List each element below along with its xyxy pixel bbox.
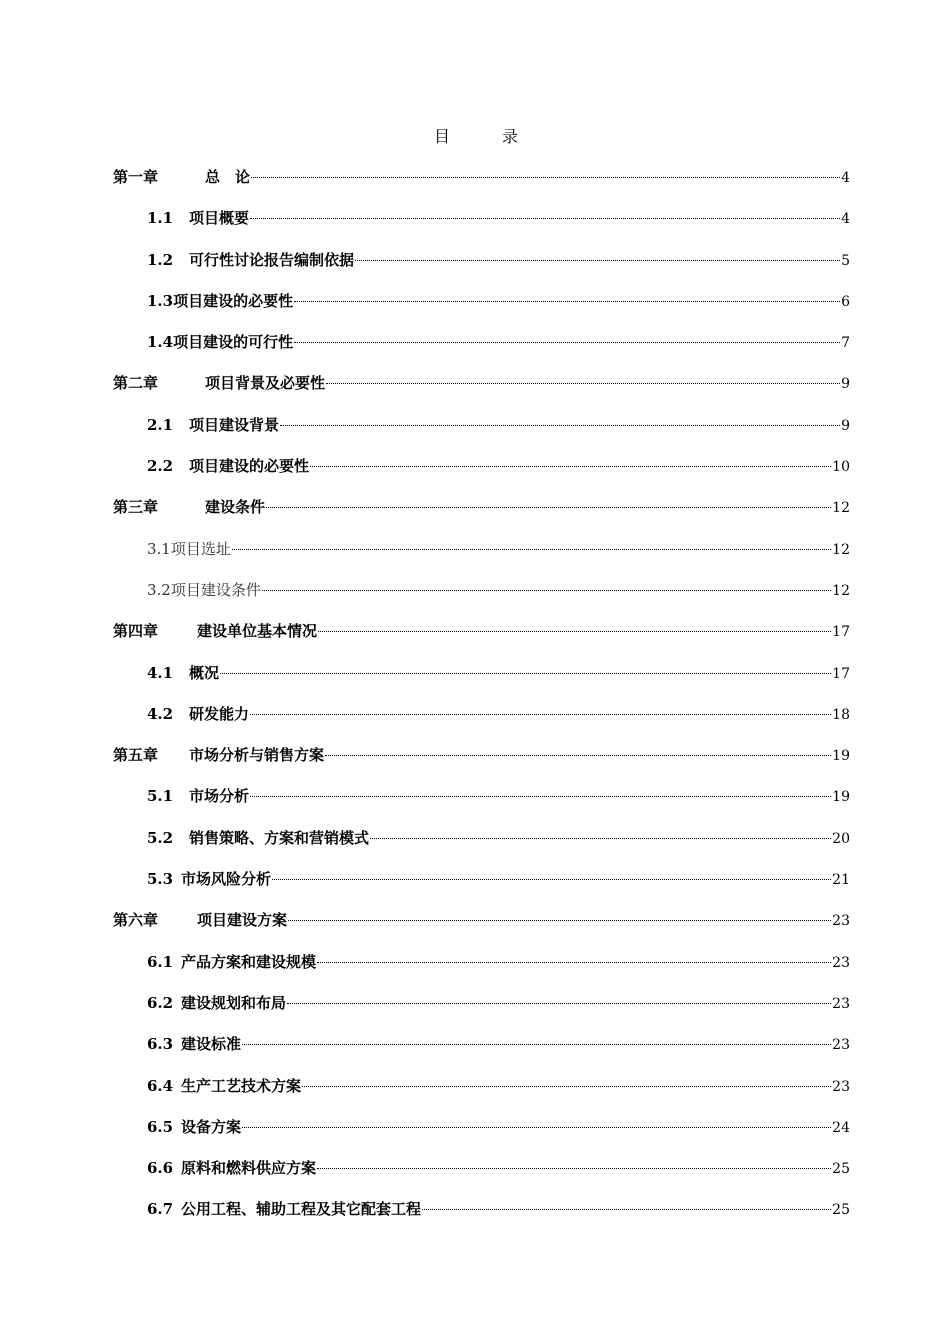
toc-leader-dots: [302, 1086, 831, 1087]
toc-leader-dots: [294, 301, 840, 302]
toc-leader-dots: [355, 260, 840, 261]
toc-entry-number: 6.3: [147, 1035, 174, 1054]
toc-page-number: 7: [841, 335, 850, 352]
toc-entry-section[interactable]: [113, 412, 850, 453]
toc-entry-number: 2.2: [147, 457, 174, 476]
toc-page-number: 23: [832, 954, 850, 971]
toc-entry-number: 第四章: [113, 622, 159, 641]
toc-leader-dots: [325, 755, 831, 756]
toc-entry-title: 建设标准: [181, 1035, 242, 1054]
toc-leader-dots: [232, 549, 831, 550]
toc-entry-title: 项目选址: [170, 539, 231, 558]
toc-leader-dots: [280, 425, 840, 426]
toc-entry-section[interactable]: [113, 1114, 850, 1155]
toc-entry-title: 市场风险分析: [181, 870, 272, 889]
toc-entry-number: 5.1: [147, 787, 174, 806]
toc-entry-number: 2.1: [147, 415, 174, 434]
toc-entry-title: 市场分析: [189, 787, 250, 806]
toc-entry-section[interactable]: [113, 1196, 850, 1237]
toc-page-number: 23: [832, 1078, 850, 1095]
table-of-contents: [113, 164, 850, 1238]
toc-page-number: 20: [832, 830, 850, 847]
toc-entry-title: 项目建设的必要性: [189, 457, 310, 476]
toc-entry-title: 项目概要: [189, 209, 250, 228]
toc-page-number: 23: [832, 913, 850, 930]
toc-entry-section[interactable]: [113, 660, 850, 701]
toc-leader-dots: [250, 714, 831, 715]
toc-leader-dots: [250, 796, 831, 797]
toc-page-number: 12: [832, 541, 850, 558]
toc-page-number: 21: [832, 872, 850, 889]
toc-entry-chapter-6[interactable]: [113, 907, 850, 948]
toc-leader-dots: [288, 920, 831, 921]
toc-leader-dots: [326, 383, 840, 384]
toc-page-number: 10: [832, 459, 850, 476]
toc-entry-number: 1.1: [147, 209, 174, 228]
toc-entry-number: 第三章: [113, 498, 159, 517]
toc-entry-title: 项目建设方案: [197, 911, 288, 930]
toc-entry-number: 5.3: [147, 870, 174, 889]
toc-entry-chapter-4[interactable]: [113, 618, 850, 659]
toc-entry-section[interactable]: [113, 288, 850, 329]
toc-entry-number: 3.2: [147, 580, 171, 599]
toc-entry-title: 项目建设的可行性: [173, 333, 294, 352]
toc-entry-section[interactable]: [113, 329, 850, 370]
toc-page-number: 19: [832, 789, 850, 806]
toc-leader-dots: [272, 879, 831, 880]
toc-entry-number: 1.3: [147, 291, 174, 310]
toc-entry-chapter-3[interactable]: [113, 494, 850, 535]
toc-entry-title: 研发能力: [189, 704, 250, 723]
toc-entry-section[interactable]: [113, 536, 850, 577]
toc-entry-section[interactable]: [113, 1155, 850, 1196]
toc-page-number: 9: [841, 417, 850, 434]
toc-entry-section[interactable]: [113, 247, 850, 288]
toc-entry-number: 第二章: [113, 374, 159, 393]
toc-entry-section[interactable]: [113, 701, 850, 742]
toc-entry-title: 可行性讨论报告编制依据: [189, 250, 355, 269]
toc-leader-dots: [294, 342, 840, 343]
toc-entry-number: 4.2: [147, 704, 174, 723]
toc-entry-number: 6.2: [147, 993, 174, 1012]
toc-entry-title: 建设规划和布局: [181, 993, 287, 1012]
toc-leader-dots: [317, 1168, 831, 1169]
toc-leader-dots: [242, 1127, 831, 1128]
toc-entry-number: 第五章: [113, 746, 159, 765]
toc-entry-number: 6.1: [147, 952, 174, 971]
toc-entry-title: 项目建设的必要性: [173, 291, 294, 310]
toc-leader-dots: [422, 1209, 831, 1210]
toc-title: 目 录: [433, 127, 536, 146]
toc-entry-chapter-2[interactable]: [113, 370, 850, 411]
toc-page-number: 17: [832, 665, 850, 682]
toc-entry-section[interactable]: [113, 205, 850, 246]
toc-page-number: 5: [841, 252, 850, 269]
toc-leader-dots: [317, 962, 831, 963]
toc-leader-dots: [251, 177, 840, 178]
toc-page-number: 25: [832, 1161, 850, 1178]
toc-entry-number: 1.2: [147, 250, 174, 269]
toc-entry-number: 第一章: [113, 168, 159, 186]
toc-entry-number: 5.2: [147, 828, 174, 847]
toc-leader-dots: [318, 631, 831, 632]
toc-leader-dots: [266, 507, 831, 508]
toc-entry-title: 建设条件: [205, 498, 266, 517]
toc-entry-section[interactable]: [113, 990, 850, 1031]
toc-page-number: 6: [841, 293, 850, 310]
toc-leader-dots: [310, 466, 831, 467]
toc-entry-title: 项目背景及必要性: [205, 374, 326, 393]
toc-entry-number: 4.1: [147, 663, 174, 682]
toc-page-number: 4: [841, 211, 850, 228]
toc-entry-number: 6.4: [147, 1076, 174, 1095]
toc-page-number: 12: [832, 582, 850, 599]
toc-leader-dots: [220, 673, 831, 674]
toc-leader-dots: [287, 1003, 831, 1004]
toc-entry-number: 3.1: [147, 539, 171, 558]
toc-entry-title: 项目建设条件: [170, 580, 261, 599]
toc-entry-section[interactable]: [113, 866, 850, 907]
toc-leader-dots: [250, 218, 840, 219]
toc-page-number: 9: [841, 376, 850, 393]
toc-page-number: 24: [832, 1119, 850, 1136]
toc-entry-title: 销售策略、方案和营销模式: [189, 828, 370, 847]
toc-page-number: 25: [832, 1202, 850, 1219]
toc-entry-section[interactable]: [113, 825, 850, 866]
toc-leader-dots: [262, 590, 831, 591]
toc-entry-chapter-1[interactable]: [113, 164, 850, 205]
toc-entry-chapter-5[interactable]: [113, 742, 850, 783]
toc-entry-title: 项目建设背景: [189, 415, 280, 434]
toc-entry-title: 生产工艺技术方案: [181, 1076, 302, 1095]
toc-page-number: 12: [832, 500, 850, 517]
toc-page-number: 18: [832, 706, 850, 723]
toc-page-number: 17: [832, 624, 850, 641]
toc-entry-title: 建设单位基本情况: [197, 622, 318, 641]
toc-page-number: 23: [832, 1037, 850, 1054]
toc-leader-dots: [242, 1044, 831, 1045]
toc-entry-number: 6.7: [147, 1200, 174, 1219]
toc-entry-title: 原料和燃料供应方案: [181, 1159, 317, 1178]
toc-entry-section[interactable]: [113, 783, 850, 824]
toc-entry-title: 设备方案: [181, 1117, 242, 1136]
toc-entry-number: 6.5: [147, 1117, 174, 1136]
toc-entry-number: 6.6: [147, 1159, 174, 1178]
toc-entry-title: 市场分析与销售方案: [189, 746, 325, 765]
toc-entry-title: 公用工程、辅助工程及其它配套工程: [181, 1200, 422, 1219]
toc-entry-section[interactable]: [113, 949, 850, 990]
toc-entry-section[interactable]: [113, 1031, 850, 1072]
toc-entry-section[interactable]: [113, 1073, 850, 1114]
toc-leader-dots: [370, 838, 831, 839]
toc-page-number: 23: [832, 995, 850, 1012]
toc-entry-section[interactable]: [113, 577, 850, 618]
toc-entry-title: 概况: [189, 663, 220, 682]
toc-entry-title: 总 论: [205, 168, 251, 186]
toc-page-number: 19: [832, 748, 850, 765]
toc-page-number: 4: [841, 170, 850, 186]
toc-entry-number: 1.4: [147, 333, 174, 352]
toc-entry-number: 第六章: [113, 911, 159, 930]
toc-entry-section[interactable]: [113, 453, 850, 494]
toc-entry-title: 产品方案和建设规模: [181, 952, 317, 971]
